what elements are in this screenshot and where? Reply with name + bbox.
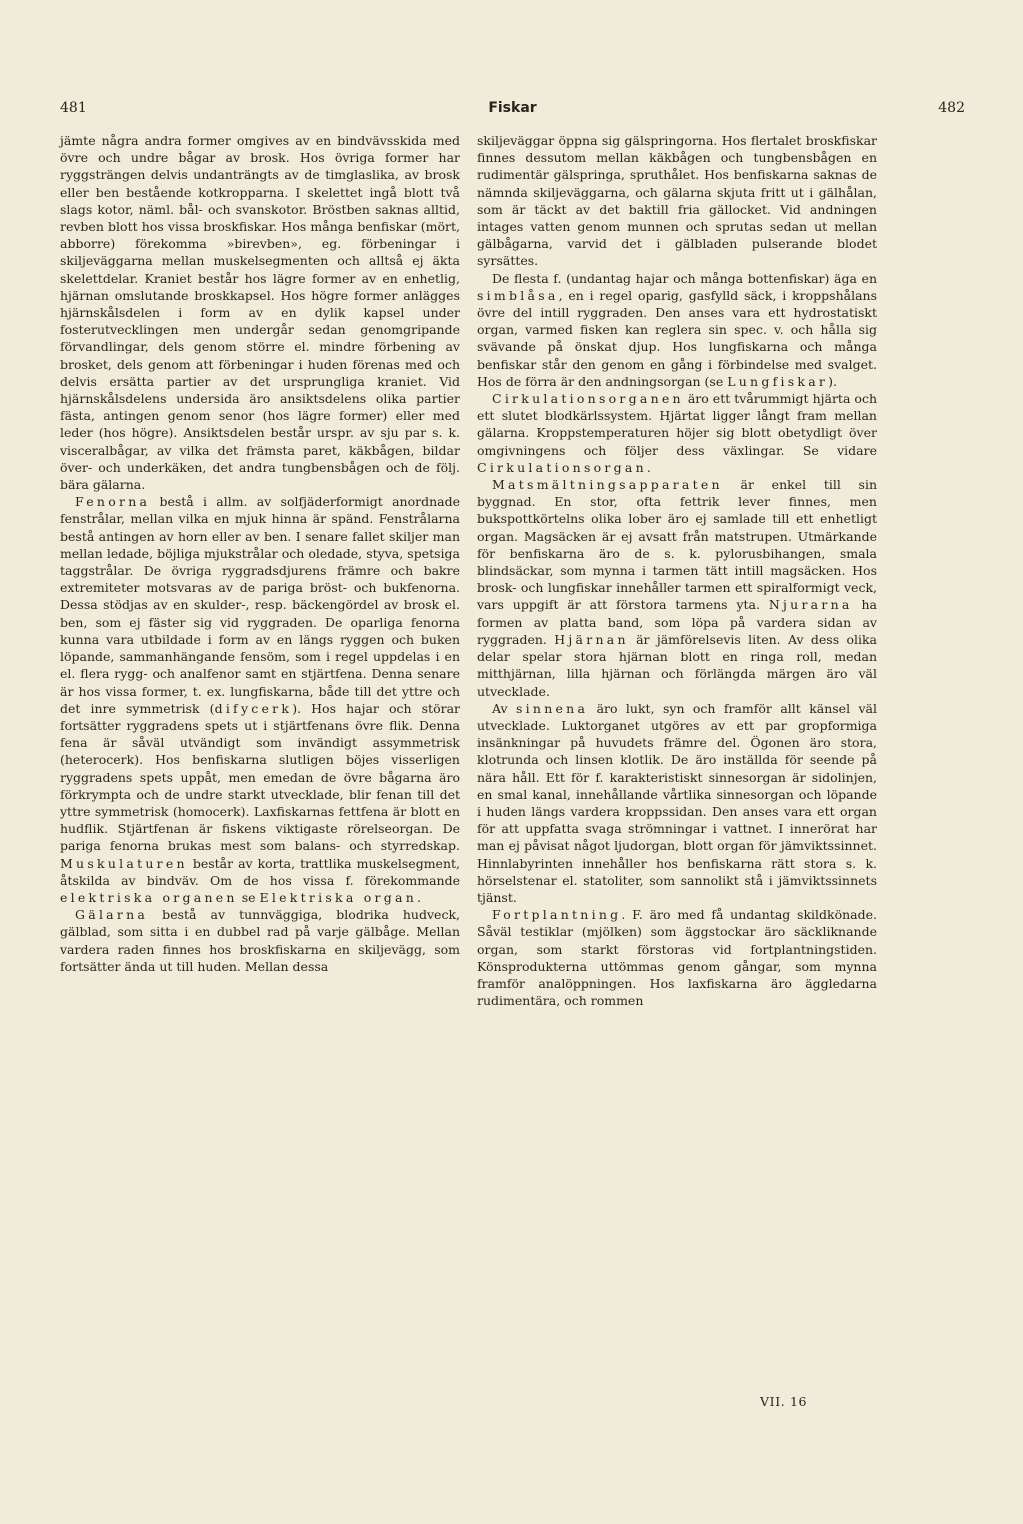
term-galarna: Gälarna <box>75 907 149 923</box>
paragraph-circulation <box>477 390 877 476</box>
paragraph-digestion <box>477 476 877 700</box>
term-elektriska-organen: elektriska organen <box>60 889 238 905</box>
paragraph-text: De flesta f. (undantag hajar och många bottenfiskar) äga en <box>492 270 877 286</box>
paragraph-text: bestå av tunnväggiga, blodrika hudveck, gälblad, som sitta i en dubbel rad på varje gälbåge. Mellan vardera raden finnes hos broskfiskarna en skiljevägg, som fortsätter ända ut till huden. Mellan dessa <box>60 907 460 974</box>
paragraph-swim-bladder <box>477 270 877 390</box>
crossref-lungfiskar: Lungfiskar <box>727 373 829 389</box>
term-simblasa: simblåsa <box>477 287 559 303</box>
page-number-right: 482 <box>938 100 965 116</box>
paragraph-text: är enkel till sin byggnad. En stor, ofta fettrik lever finnes, men bukspottkörtelns olika lober äro ej samlade till ett enhetligt organ. Magsäcken är ej avsatt från matstrupen. Utmärkande för benfiskarna äro de s. k. pylorusbihangen, smala blindsäckar, som mynna i tarmen tätt intill magsäcken. Hos brosk- och lungfiskar innehåller tarmen ett spiralformigt veck, vars uppgift är att förstora tarmens yta. <box>477 477 877 613</box>
page-number-left: 481 <box>60 100 87 116</box>
paragraph-senses <box>477 700 877 906</box>
term-muskulaturen: Muskulaturen <box>60 855 188 871</box>
paragraph-text: Av <box>492 700 516 716</box>
running-title: Fiskar <box>488 100 537 116</box>
paragraph-skeleton <box>60 132 460 493</box>
paragraph-reproduction <box>477 906 877 1009</box>
paragraph-text: äro ett tvårummigt hjärta och ett slutet blodkärlssystem. Hjärtat ligger långt fram mellan gälarna. Kroppstemperaturen höjer sig blott obetydligt över omgivningens och följer dess växlingar. Se vidare <box>477 391 877 458</box>
paragraph-text: , en i regel oparig, gasfylld säck, i kroppshålans övre del intill ryggraden. Den anses vara ett hydrostatiskt organ, varmed fisken kan reglera sin spec. v. och hålla sig svävande på önskat djup. Hos lungfiskarna och många benfiskar står den genom en gång i förbindelse med svalget. Hos de förra är den andningsorgan (se <box>477 287 877 389</box>
term-cirkulationsorganen: Cirkulationsorganen <box>492 391 684 407</box>
paragraph-text: består av korta, trattlika muskelsegment, åtskilda av bindväv. Om de hos vissa f. förekommande <box>60 855 460 888</box>
paragraph-text: skiljeväggar öppna sig gälspringorna. Hos flertalet broskfiskar finnes dessutom mellan käkbågen och tungbensbågen en rudimentär gälspringa, spruthålet. Hos benfiskarna saknas de nämnda skiljeväggarna, och gälarna skjuta fritt ut i gälhålan, som är täckt av det baktill fria gällocket. Vid andningen intages vatten genom munnen och sprutas sedan ut mellan gälbågarna, varvid det i gälbladen pulserande blodet syrsättes. <box>477 133 877 269</box>
paragraph-text: är jämförelsevis liten. Av dess olika delar spelar stora hjärnan blott en ringa roll, medan mitthjärnan, lilla hjärnan och förlängda märgen äro väl utvecklade. <box>477 631 877 699</box>
crossref-cirkulationsorgan: Cirkulationsorgan <box>477 459 647 475</box>
paragraph-text: ). <box>828 373 838 389</box>
left-column <box>60 132 460 975</box>
paragraph-fins <box>60 493 460 906</box>
paragraph-text: . <box>417 889 421 905</box>
paragraph-text: . <box>646 459 651 475</box>
term-sinnena: sinnena <box>516 700 589 716</box>
term-hjarnan: Hjärnan <box>554 631 629 647</box>
paragraph-text: äro lukt, syn och framför allt känsel väl utvecklade. Luktorganet utgöres av ett par gropformiga insänkningar på huvudets främre del. Ögonen äro stora, klotrunda och linsen klotlik. De äro inställda för seende på nära håll. Ett för f. karakteristiskt sinnesorgan är sidolinjen, en smal kanal, innehållande vårtlika sinnesorgan och löpande i huden längs vardera kroppssidan. Den anses vara ett organ för att uppfatta svaga strömningar i vattnet. I innerörat har man ej påvisat något ljudorgan, blott organ för jämviktssinnet. Hinnlabyrinten innehåller hos benfiskarna rätt stora s. k. hörselstenar el. statoliter, som sannolikt stå i jämviktssinnets tjänst. <box>477 700 877 905</box>
term-njurarna: Njurarna <box>768 597 853 613</box>
paragraph-gill-slits <box>477 132 877 270</box>
paragraph-gills <box>60 906 460 975</box>
paragraph-text: jämte några andra former omgives av en bindvävsskida med övre och undre bågar av brosk. Hos övriga former har ryggsträngen delvis undanträngts av de timglaslika, av brosk eller ben bestående kotkropparna. I skelettet ingå blott två slags kotor, näml. bål- och svanskotor. Bröstben saknas alltid, revben blott hos vissa broskfiskar. Hos många benfiskar (mört, abborre) förekomma »birevben», eg. förbeningar i skiljeväggarna mellan muskelsegmenten och alltså ej äkta skelettdelar. Kraniet består hos lägre former av en enhetlig, hjärnan omslutande broskkapsel. Hos högre former anlägges hjärnskålsdelen i form av en dylik kapsel under fosterutvecklingen men undergår sedan genomgripande förvandlingar, dels genom större el. mindre förbening av brosket, dels genom att förbeningar i huden förenas med och delvis ersätta partier av det ursprungliga kraniet. Vid hjärnskålsdelens undersida äro ansiktsdelens olika partier fästa, antingen genom senor (hos lägre former) eller med leder (hos högre). Ansiktsdelen består urspr. av sju par s. k. visceralbågar, av vilka det främsta paret, käkbågen, bildar över- och underkäken, det andra tungbensbågen och de följ. bära gälarna. <box>60 133 460 493</box>
term-difycerk: difycerk <box>214 700 293 716</box>
term-fortplantning: Fortplantning <box>492 907 622 923</box>
paragraph-text: ha formen av platta band, som löpa på vardera sidan av ryggraden. <box>477 597 877 647</box>
term-matsmaltningsapparaten: Matsmältningsapparaten <box>492 477 723 493</box>
paragraph-text: bestå i allm. av solfjäderformigt anordnade fenstrålar, mellan vilka en mjuk hinna är spänd. Fenstrålarna bestå antingen av horn eller av ben. I senare fallet skiljer man mellan ledade, böjliga mjukstrålar och oledade, styva, spetsiga taggstrålar. De övriga ryggradsdjurens främre och bakre extremiteter motsvaras av de pariga bröst- och bukfenorna. Dessa stödjas av en skulder-, resp. bäckengördel av brosk el. ben, som ej fäster sig vid ryggraden. De oparliga fenorna kunna vara utbildade i form av en längs ryggen och buken löpande, sammanhängande fensöm, som i regel uppdelas i en el. flera rygg- och analfenor samt en stjärtfena. Denna senare är hos vissa former, t. ex. lungfiskarna, både till det yttre och det inre symmetrisk ( <box>60 494 460 716</box>
paragraph-text: ). Hos hajar och störar fortsätter ryggradens spets ut i stjärtfenans övre flik. Denna fena är såväl utvändigt som invändigt assymmetrisk (heterocerk). Hos benfiskarna slutligen böjes visserligen ryggradens spets uppåt, men emedan de övre bågarna äro förkrympta och de undre starkt utvecklade, blir fenan till det yttre symmetrisk (homocerk). Laxfiskarnas fettfena är blott en hudflik. Stjärtfenan är fiskens viktigaste rörelseorgan. De pariga fenorna brukas mest som balans- och styrredskap. <box>60 700 460 854</box>
paragraph-text: . F. äro med få undantag skildkönade. Såväl testiklar (mjölken) som äggstockar äro säckliknande organ, som starkt förstoras vid fortplantningstiden. Könsprodukterna uttömmas genom gångar, som mynna framför analöppningen. Hos laxfiskarna äro äggledarna rudimentära, och rommen <box>477 907 877 1009</box>
right-column <box>477 132 877 1009</box>
term-fenorna: Fenorna <box>75 494 151 510</box>
running-header <box>60 100 965 122</box>
paragraph-text: se <box>237 889 260 905</box>
crossref-elektriska-organ: Elektriska organ <box>259 889 418 905</box>
signature-mark: VII. 16 <box>760 1394 808 1409</box>
